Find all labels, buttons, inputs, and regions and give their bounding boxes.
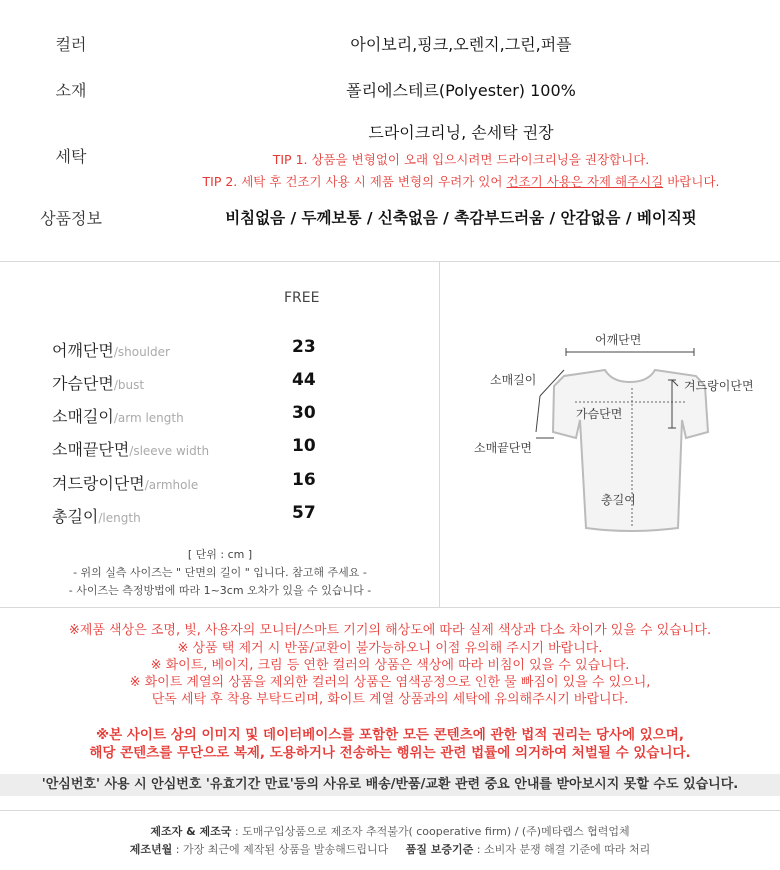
diagram-label-sleeve-length: 소매길이 [490, 373, 537, 387]
measure-value-length: 57 [292, 503, 316, 523]
tip-underlined: 건조기 사용은 자제 해주시길 [506, 174, 664, 189]
diagram-label-armhole: 겨드랑이단면 [684, 379, 754, 393]
size-note-1: - 위의 실측 사이즈는 " 단면의 길이 " 입니다. 참고해 주세요 - [73, 566, 367, 579]
footer-date-warranty: 제조년월 : 가장 최근에 제작된 상품을 발송해드립니다 품질 보증기준 : 소비자 분쟁 해결 기준에 따라 처리 [129, 843, 651, 856]
washing-label: 세탁 [55, 147, 87, 166]
warning-4: ※ 화이트 계열의 상품을 제외한 컬러의 상품은 염색공정으로 인한 물 빠짐이 있을 수 있으니, [129, 675, 651, 690]
washing-tip-2: TIP 2. 세탁 후 건조기 사용 시 제품 변형의 우려가 있어 건조기 사용은 자제 해주시길 바랍니다. [202, 174, 720, 189]
measure-value-sleeve-width: 10 [292, 436, 316, 456]
measure-value-shoulder: 23 [292, 337, 316, 357]
size-unit-note: [ 단위 : cm ] [187, 548, 253, 561]
details-value: 비침없음 / 두께보통 / 신축없음 / 촉감부드러움 / 안감없음 / 베이직핏 [225, 209, 697, 227]
washing-tip-1: TIP 1. 상품을 변형없이 오래 입으시려면 드라이크리닝을 권장합니다. [272, 152, 650, 167]
details-label: 상품정보 [40, 209, 102, 228]
diagram-label-shoulder: 어깨단면 [595, 333, 642, 347]
warning-5: 단독 세탁 후 착용 부탁드리며, 화이트 계열 상품과의 세탁에 유의해주시기 바랍니다. [151, 692, 629, 707]
warning-2: ※ 상품 택 제거 시 반품/교환이 불가능하오니 이점 유의해 주시기 바랍니다. [177, 641, 603, 656]
tshirt-size-diagram [440, 262, 780, 608]
measure-value-bust: 44 [292, 370, 316, 390]
footer-maker: 제조자 & 제조국 : 도매구입상품으로 제조자 추적불가( cooperative firm) / (주)메타랩스 협력업체 [150, 825, 630, 838]
size-name: FREE [284, 290, 320, 306]
measure-value-armhole: 16 [292, 470, 316, 490]
warning-3: ※ 화이트, 베이지, 크림 등 연한 컬러의 상품은 색상에 따라 비침이 있을 수 있습니다. [150, 658, 630, 673]
color-label: 컬러 [55, 35, 87, 54]
measure-label-arm-length: 소매길이/arm length [52, 407, 184, 426]
material-label: 소재 [55, 81, 87, 100]
divider-middle [0, 607, 780, 608]
diagram-label-bust: 가슴단면 [576, 407, 623, 421]
measure-label-armhole: 겨드랑이단면/armhole [52, 474, 199, 493]
measure-label-sleeve-width: 소매끝단면/sleeve width [52, 440, 210, 459]
diagram-label-length: 총길이 [601, 493, 636, 507]
measure-value-arm-length: 30 [292, 403, 316, 423]
measure-label-shoulder: 어깨단면/shoulder [52, 341, 170, 360]
copyright-2: 해당 콘텐츠를 무단으로 복제, 도용하거나 전송하는 행위는 관련 법률에 의거하여 처벌될 수 있습니다. [89, 745, 691, 761]
notice-text: '안심번호' 사용 시 안심번호 '유효기간 만료'등의 사유로 배송/반품/교환 관련 중요 안내를 받아보시지 못할 수도 있습니다. [41, 777, 739, 792]
measure-label-bust: 가슴단면/bust [52, 374, 145, 393]
measure-label-length: 총길이/length [52, 507, 141, 526]
size-note-2: - 사이즈는 측정방법에 따라 1~3cm 오차가 있을 수 있습니다 - [68, 584, 372, 597]
notice-bar [0, 774, 780, 796]
material-value: 폴리에스테르(Polyester) 100% [346, 81, 576, 100]
copyright-1: ※본 사이트 상의 이미지 및 데이터베이스를 포함한 모든 콘텐츠에 관한 법적 권리는 당사에 있으며, [96, 727, 684, 743]
divider-bottom [0, 810, 780, 811]
washing-value: 드라이크리닝, 손세탁 권장 [368, 123, 554, 142]
warning-1: ※제품 색상은 조명, 빛, 사용자의 모니터/스마트 기기의 해상도에 따라 실제 색상과 다소 차이가 있을 수 있습니다. [68, 623, 712, 638]
color-value: 아이보리,핑크,오렌지,그린,퍼플 [350, 35, 572, 54]
diagram-label-sleeve-width: 소매끝단면 [474, 441, 532, 455]
